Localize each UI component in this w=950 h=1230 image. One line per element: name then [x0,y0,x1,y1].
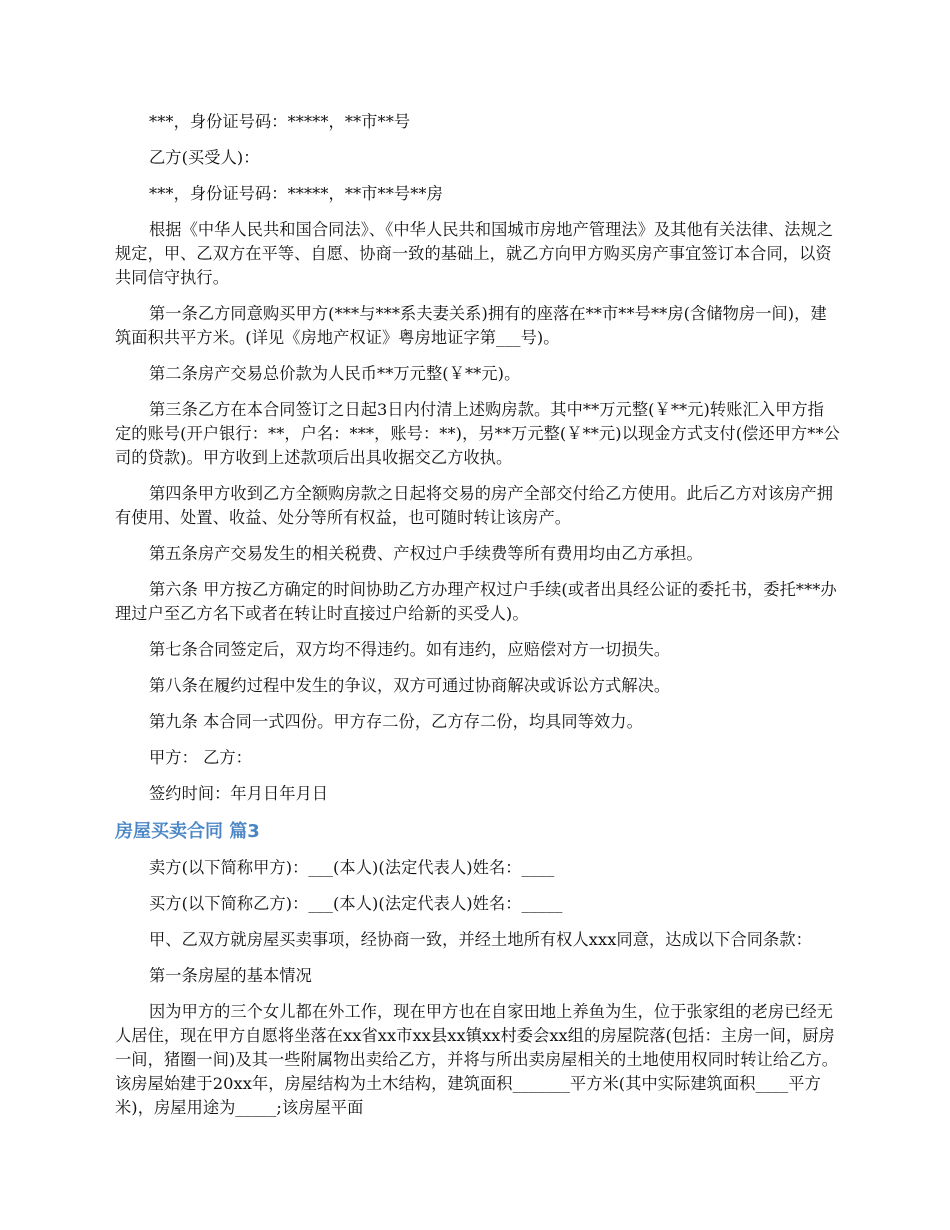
party-a-id-line: ***，身份证号码：*****，**市**号 [149,112,411,131]
article-6: 第六条 甲方按乙方确定的时间协助乙方办理产权过户手续(或者出具经公证的委托书，委托***办理过户至乙方名下或者在转让时直接过户给新的买受人)。 [115,580,837,623]
signing-date-line: 签约时间：年月日年月日 [149,784,329,803]
signature-line: 甲方： 乙方： [149,748,252,767]
party-b-label: 乙方(买受人)： [149,148,260,167]
section-heading: 房屋买卖合同 篇3 [115,821,260,842]
article-9: 第九条 本合同一式四份。甲方存二份，乙方存二份，均具同等效力。 [149,712,643,731]
article-2: 第二条房产交易总价款为人民币**万元整(￥**元)。 [149,364,521,383]
article-7: 第七条合同签定后，双方均不得违约。如有违约，应赔偿对方一切损失。 [149,640,671,659]
article-3: 第三条乙方在本合同签订之日起3日内付清上述购房款。其中**万元整(￥**元)转账汇入甲方指定的账号(开户银行：**，户名：***，账号：**)，另**万元整(￥**元)以现金方式支付(偿还甲方**公司的贷款)。甲方收到上述款项后出具收据交乙方收执。 [115,400,840,467]
agreement-intro: 甲、乙双方就房屋买卖事项，经协商一致，并经土地所有权人xxx同意，达成以下合同条款： [149,930,812,949]
article-5: 第五条房产交易发生的相关税费、产权过户手续费等所有费用均由乙方承担。 [149,544,703,563]
document-body [115,110,840,1120]
article-1-title: 第一条房屋的基本情况 [149,966,312,985]
seller-line: 卖方(以下简称甲方)：___(本人)(法定代表人)姓名：____ [149,858,555,877]
preamble-paragraph: 根据《中华人民共和国合同法》、《中华人民共和国城市房地产管理法》及其他有关法律、法规之规定，甲、乙双方在平等、自愿、协商一致的基础上，就乙方向甲方购买房产事宜签订本合同，以资共同信守执行。 [115,220,834,287]
article-8: 第八条在履约过程中发生的争议，双方可通过协商解决或诉讼方式解决。 [149,676,671,695]
party-b-id-line: ***，身份证号码：*****，**市**号**房 [149,184,443,203]
article-1: 第一条乙方同意购买甲方(***与***系夫妻关系)拥有的座落在**市**号**房(含储物房一间)，建筑面积共平方米。(详见《房地产权证》粤房地证字第___号)。 [115,304,827,347]
buyer-line: 买方(以下简称乙方)：___(本人)(法定代表人)姓名：_____ [149,894,563,913]
article-4: 第四条甲方收到乙方全额购房款之日起将交易的房产全部交付给乙方使用。此后乙方对该房产拥有使用、处置、收益、处分等所有权益，也可随时转让该房产。 [115,484,834,527]
property-description: 因为甲方的三个女儿都在外工作，现在甲方也在自家田地上养鱼为生，位于张家组的老房已经无人居住，现在甲方自愿将坐落在xx省xx市xx县xx镇xx村委会xx组的房屋院落(包括：主房一间，厨房一间，猪圈一间)及其一些附属物出卖给乙方，并将与所出卖房屋相关的土地使用权同时转让给乙方。该房屋始建于20xx年，房屋结构为土木结构，建筑面积_______平方米(其中实际建筑面积____平方米)，房屋用途为_____;该房屋平面 [115,1002,839,1117]
